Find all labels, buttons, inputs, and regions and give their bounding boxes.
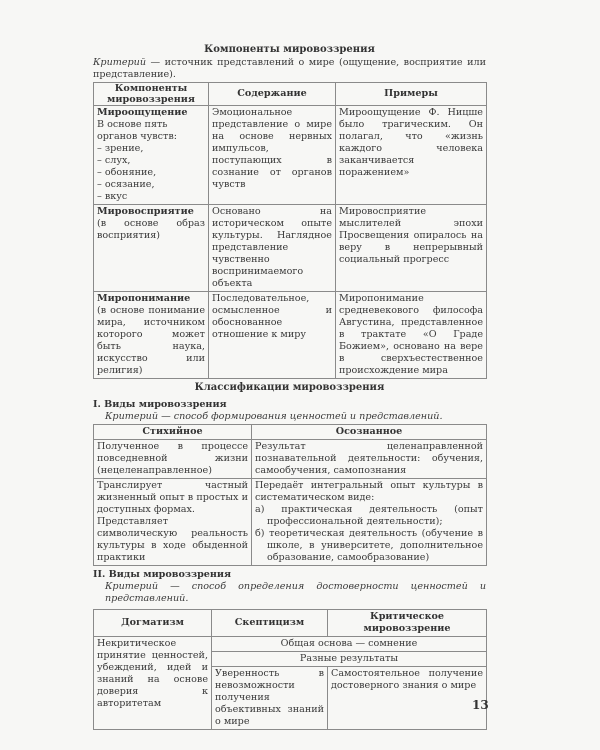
example-cell: Миропонимание средневекового философа Августина, представленное в трактате «О Граде Божием», основано на вере в сверхъестественное происхождение мира (336, 292, 487, 379)
component-desc: (в основе образ восприятия) (97, 218, 205, 241)
example-cell: Мироощущение Ф. Ницше было трагическим. Он полагал, что «жизнь каждого человека заканчивается поражением» (336, 106, 487, 205)
dogmatism-cell: Некритическое принятие ценностей, убеждений, идей и знаний на основе доверия к авторитетам (94, 637, 212, 730)
conscious-cell: Результат целенаправленной познавательной деятельности: обучения, самообучения, самопознания (252, 440, 487, 479)
different-results-cell: Разные результаты (212, 652, 487, 667)
list-item: – слух, (97, 155, 131, 166)
spontaneous-cell (94, 479, 252, 566)
list-item: а) практическая деятельность (опыт профессиональной деятельности); (255, 504, 483, 527)
content-cell: Эмоциональное представление о мире на основе нервных импульсов, поступающих в сознание от органов чувств (209, 106, 336, 205)
list-item: – зрение, (97, 143, 144, 154)
component-cell (94, 205, 209, 292)
header-components: Компоненты мировоззрения (94, 83, 209, 106)
content-cell: Основано на историческом опыте культуры. Наглядное представление чувственно воспринимаемого объекта (209, 205, 336, 292)
header-examples: Примеры (336, 83, 487, 106)
component-cell (94, 106, 209, 205)
components-criterion (93, 57, 486, 81)
page-content (93, 44, 486, 730)
table-header-row (94, 610, 487, 637)
section1-heading: I. Виды мировоззрения (93, 399, 227, 410)
spontaneous-cell: Полученное в процессе повседневной жизни (нецеленаправленное) (94, 440, 252, 479)
content-cell: Последовательное, осмысленное и обоснованное отношение к миру (209, 292, 336, 379)
section2-table (93, 609, 487, 730)
skepticism-cell: Уверенность в невозможности получения объективных знаний о мире (212, 667, 328, 730)
common-basis-cell: Общая основа — сомнение (212, 637, 487, 652)
criterion-label: Критерий (93, 57, 147, 68)
component-desc: В основе пять органов чувств: (97, 119, 177, 142)
paragraph: Передаёт интегральный опыт культуры в систематическом виде: (255, 480, 483, 503)
header-content: Содержание (209, 83, 336, 106)
header-dogmatism: Догматизм (94, 610, 212, 637)
section2-criterion: Критерий — способ определения достоверности ценностей и представлений. (105, 581, 486, 604)
criterion-text: — источник представлений о мире (ощущение, восприятие или представление). (93, 57, 486, 80)
component-desc: (в основе понимание мира, источником которого может быть наука, искусство или религия) (97, 305, 205, 376)
page-number: 13 (472, 698, 489, 712)
paragraph: Транслирует частный жизненный опыт в простых и доступных формах. (97, 480, 248, 515)
critical-cell: Самостоятельное получение достоверного знания о мире (328, 667, 487, 730)
components-table (93, 82, 487, 379)
table-row (94, 479, 487, 566)
header-spontaneous: Стихийное (94, 425, 252, 440)
table-header-row (94, 83, 487, 106)
component-name: Мировосприятие (97, 206, 194, 217)
header-conscious: Осознанное (252, 425, 487, 440)
classifications-title: Классификации мировоззрения (194, 382, 385, 393)
section2-heading: II. Виды мировоззрения (93, 569, 232, 580)
table-row (94, 205, 487, 292)
header-skepticism: Скептицизм (212, 610, 328, 637)
conscious-cell (252, 479, 487, 566)
list-item: – осязание, (97, 179, 155, 190)
list-item: – обоняние, (97, 167, 157, 178)
section1-table (93, 424, 487, 566)
section1-criterion: Критерий — способ формирования ценностей и представлений. (105, 411, 443, 422)
table-row (94, 637, 487, 652)
header-critical: Критическое мировоззрение (328, 610, 487, 637)
list-item: б) теоретическая деятельность (обучение в школе, в университете, дополнительное образование, самообразование) (255, 528, 483, 563)
table-row (94, 292, 487, 379)
table-header-row (94, 425, 487, 440)
component-cell (94, 292, 209, 379)
table-row (94, 106, 487, 205)
paragraph: Представляет символическую реальность культуры в ходе обыденной практики (97, 516, 248, 563)
component-name: Миропонимание (97, 293, 191, 304)
component-name: Мироощущение (97, 107, 188, 118)
example-cell: Мировосприятие мыслителей эпохи Просвещения опиралось на веру в непрерывный социальный прогресс (336, 205, 487, 292)
table-row (94, 440, 487, 479)
components-title: Компоненты мировоззрения (204, 44, 375, 55)
list-item: – вкус (97, 191, 128, 202)
